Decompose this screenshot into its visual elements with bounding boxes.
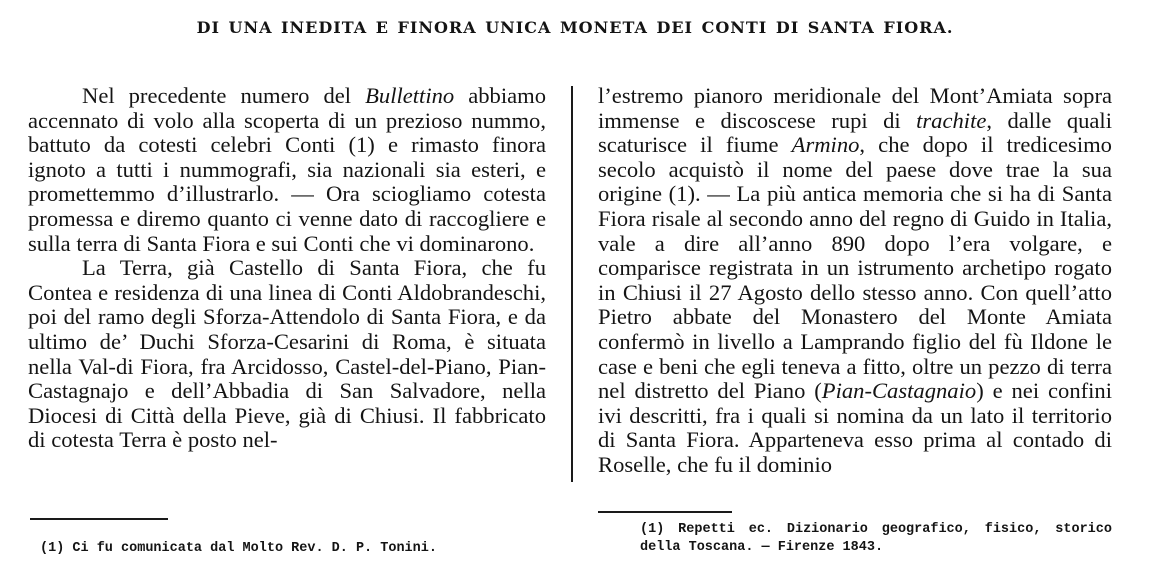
italic-text: Pian-Castagnaio bbox=[821, 378, 977, 404]
italic-text: Armino bbox=[791, 132, 860, 158]
left-column bbox=[28, 84, 546, 453]
paragraph-text: abbiamo accennato di volo alla scoperta di un prezioso nummo, battuto da cotesti celebri Conti (1) e rimasto finora ignoto a tutti i nummografi, sia nazionali sia esteri, e promettemmo d’illustrarlo. — Ora sciogliamo cotesta promessa e diremo quanto ci venne dato di raccogliere e sulla terra di Santa Fiora e sui Conti che vi dominarono. bbox=[28, 83, 547, 256]
footnote-rule-right bbox=[598, 511, 732, 513]
page-title: DI UNA INEDITA E FINORA UNICA MONETA DEI CONTI DI SANTA FIORA. bbox=[196, 18, 954, 37]
footnote-left: (1) Ci fu comunicata dal Molto Rev. D. P. Tonini. bbox=[40, 541, 437, 556]
footnote-right: (1) Repetti ec. Dizionario geografico, fisico, storico della Toscana. — Firenze 1843. bbox=[640, 522, 1112, 555]
paragraph-text: l’estremo pianoro meridionale del Mont’Amiata sopra immense e discoscese rupi di bbox=[598, 83, 1112, 133]
paragraph-intro bbox=[28, 84, 546, 256]
paragraph-text: ) e nei confini ivi descritti, fra i quali si nomina da un lato il territorio di Santa Fiora. Apparteneva esso prima al contado di Roselle, che fu il dominio bbox=[598, 378, 1112, 477]
paragraph-continuation bbox=[598, 84, 1112, 478]
italic-text: Bullettino bbox=[365, 83, 455, 108]
paragraph-text: , che dopo il tredicesimo secolo acquistò il nome del paese dove trae la sua origine (1). — La più antica memoria che si ha di Santa Fiora risale al secondo anno del regno di Guido in Italia, vale a dire all’anno 890 dopo l’era volgare, e comparisce registrata in un istrumento archetipo rogato in Chiusi il 27 Agosto dello stesso anno. Con quell’atto Pietro abbate del Monastero del Monte Amiata confermò in livello a Lamprando figlio del fù Ildone le case e beni che egli teneva a fitto, oltre un pezzo di terra nel distretto del Piano ( bbox=[598, 132, 1112, 404]
right-column bbox=[598, 84, 1112, 478]
footnote-rule-left bbox=[30, 518, 168, 520]
paragraph-text: , dalle quali scaturisce il fiume bbox=[598, 107, 1112, 158]
italic-text: trachite bbox=[916, 107, 987, 133]
paragraph-terra: La Terra, già Castello di Santa Fiora, che fu Contea e residenza di una linea di Conti Aldobrandeschi, poi del ramo degli Sforza-Attendolo di Santa Fiora, e da ultimo de’ Duchi Sforza-Cesarini di Roma, è situata nella Val-di Fiora, fra Arcidosso, Castel-del-Piano, Pian-Castagnajo e dell’Abbadia di San Salvadore, nella Diocesi di Città della Pieve, già di Chiusi. Il fabbricato di cotesta Terra è posto nel- bbox=[28, 255, 546, 453]
column-divider bbox=[571, 86, 573, 482]
paragraph-text: Nel precedente numero del bbox=[82, 83, 366, 108]
